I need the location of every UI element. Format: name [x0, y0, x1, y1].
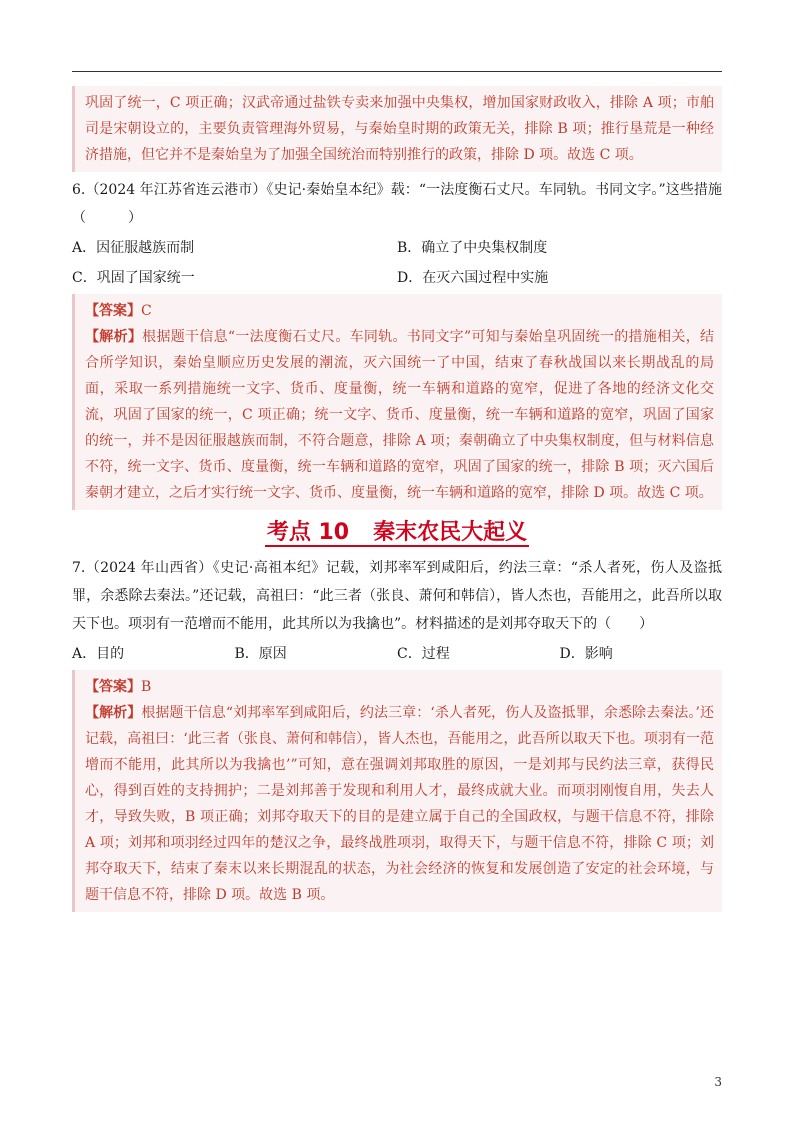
- q6-option-d: D．在灭六国过程中实施: [397, 270, 549, 286]
- q7-analysis-label: 【解析】: [85, 705, 142, 721]
- q7-answer-label: 【答案】: [85, 679, 141, 695]
- q6-option-a: A．因征服越族而制: [72, 240, 195, 256]
- question-7-stem: 7.（2024 年山西省）《史记·高祖本纪》记载，刘邦率军到咸阳后，约法三章：“杀人者死，伤人及盗抵罪，余悉除去秦法。”还记载，高祖曰：“此三者（张良、萧何和韩信），皆人杰也，吾能用之，此吾所以取天下也。项羽有一范增而不能用，此其所以为我擒也”。材料描述的是刘邦夺取天下的（ ）: [72, 560, 722, 632]
- q6-answer: [85, 298, 714, 324]
- previous-analysis-box: [72, 86, 722, 172]
- question-7-answer-box: [72, 670, 722, 912]
- q7-option-d: D．影响: [559, 646, 613, 662]
- header-rule: [72, 71, 722, 72]
- q7-option-c: C．过程: [397, 646, 450, 662]
- q6-analysis-label: 【解析】: [85, 329, 143, 345]
- section-label: 考点 10: [266, 520, 350, 545]
- q6-option-b: B．确立了中央集权制度: [397, 240, 548, 256]
- q6-answer-value: C: [141, 303, 152, 319]
- q7-analysis: [85, 700, 714, 908]
- question-6-options-row-2: [72, 264, 722, 292]
- question-7-options: [72, 640, 722, 668]
- q7-option-b: B．原因: [234, 646, 287, 662]
- q7-answer-value: B: [141, 679, 152, 695]
- section-heading-underline: [265, 520, 529, 547]
- question-6-options-row-1: [72, 234, 722, 262]
- section-heading: [72, 516, 722, 550]
- q6-option-c: C．巩固了国家统一: [72, 270, 195, 286]
- page-number: 3: [714, 1075, 722, 1089]
- q7-option-a: A．目的: [72, 646, 125, 662]
- q6-analysis: [85, 324, 714, 506]
- question-6-answer-box: [72, 294, 722, 510]
- section-title: 秦末农民大起义: [373, 520, 528, 545]
- q6-answer-label: 【答案】: [85, 303, 141, 319]
- question-6-stem: 6.（2024 年江苏省连云港市）《史记·秦始皇本纪》载：“一法度衡石丈尺。车同轨。书同文字。”这些措施（ ）: [72, 182, 722, 226]
- q6-analysis-text: 根据题干信息“一法度衡石丈尺。车同轨。书同文字”可知与秦始皇巩固统一的措施相关，结合所学知识，秦始皇顺应历史发展的潮流，灭六国统一了中国，结束了春秋战国以来长期战乱的局面，采取一系列措施统一文字、货币、度量衡，统一车辆和道路的宽窄，促进了各地的经济文化交流，巩固了国家的统一，C 项正确；统一文字、货币、度量衡，统一车辆和道路的宽窄，巩固了国家的统一，并不是因征服越族而制，不符合题意，排除 A 项；秦朝确立了中央集权制度，但与材料信息不符，统一文字、货币、度量衡，统一车辆和道路的宽窄，巩固了国家的统一，排除 B 项；灭六国后秦朝才建立，之后才实行统一文字、货币、度量衡，统一车辆和道路的宽窄，排除 D 项。故选 C 项。: [85, 329, 715, 501]
- q7-answer: [85, 674, 714, 700]
- q7-analysis-text: 根据题干信息“刘邦率军到咸阳后，约法三章：‘杀人者死，伤人及盗抵罪，余悉除去秦法。’还记载，高祖曰：‘此三者（张良、萧何和韩信），皆人杰也，吾能用之，此吾所以取天下也。项羽有一范增而不能用，此其所以为我擒也’”可知，意在强调刘邦取胜的原因，一是刘邦与民约法三章，获得民心，得到百姓的支持拥护；二是刘邦善于发现和利用人才，最终成就大业。而项羽刚愎自用，失去人才，导致失败，B 项正确；刘邦夺取天下的目的是建立属于自己的全国政权，与题干信息不符，排除 A 项；刘邦和项羽经过四年的楚汉之争，最终战胜项羽，取得天下，与题干信息不符，排除 C 项；刘邦夺取天下，结束了秦末以来长期混乱的状态，为社会经济的恢复和发展创造了安定的社会环境，与题干信息不符，排除 D 项。故选 B 项。: [85, 705, 714, 903]
- previous-analysis-text: 巩固了统一，C 项正确；汉武帝通过盐铁专卖来加强中央集权，增加国家财政收入，排除 A 项；市舶司是宋朝设立的，主要负责管理海外贸易，与秦始皇时期的政策无关，排除 B 项；推行垦荒是一种经济措施，但它并不是秦始皇为了加强全国统治而特别推行的政策，排除 D 项。故选 C 项。: [85, 95, 714, 163]
- page-content: [72, 86, 722, 916]
